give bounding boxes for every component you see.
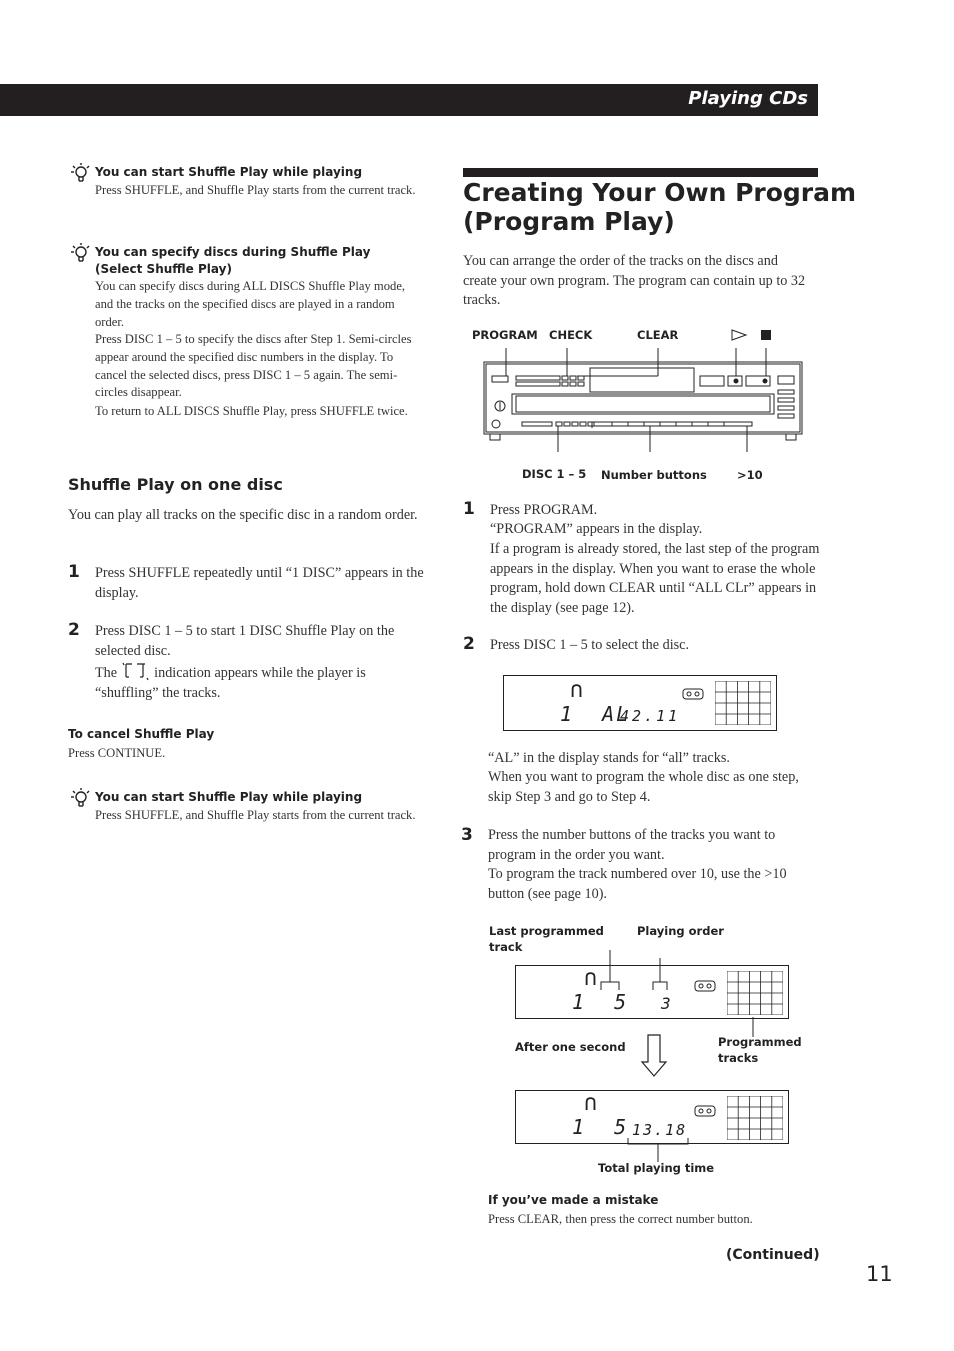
continued-note: (Continued) — [726, 1247, 820, 1263]
display-right-text: 3 — [661, 994, 671, 1013]
label-programmed: Programmed — [718, 1035, 802, 1049]
mistake-heading: If you’ve made a mistake — [488, 1193, 659, 1207]
label-total-playing-time: Total playing time — [598, 1161, 715, 1175]
label-after-one-second: After one second — [515, 1040, 626, 1054]
label-check: CHECK — [549, 328, 593, 342]
track-grid — [715, 681, 771, 725]
display-left-text: 1 AL — [560, 702, 631, 726]
cancel-heading: To cancel Shuffle Play — [68, 727, 215, 741]
step-text: Press SHUFFLE repeatedly until “1 DISC” appears in the display. — [95, 565, 424, 601]
display-panel — [503, 675, 777, 731]
label-clear: CLEAR — [637, 328, 679, 342]
leader-lines — [752, 1017, 756, 1037]
step-number: 2 — [68, 620, 80, 640]
step-number: 1 — [68, 562, 80, 582]
step-text: Press PROGRAM. — [490, 502, 598, 518]
label-track: track — [489, 940, 523, 954]
mistake-body: Press CLEAR, then press the correct number button. — [488, 1212, 753, 1226]
section-heading: Shuffle Play on one disc — [68, 475, 283, 494]
tip-bulb-icon — [69, 787, 91, 809]
display-left-text: 1 5 — [572, 990, 629, 1014]
page-title: Creating Your Own Program — [463, 178, 857, 207]
step-text-pre: The — [95, 665, 118, 681]
tip-title: You can start Shuffle Play while playing — [95, 165, 363, 179]
step-text: Press DISC 1 – 5 to select the disc. — [490, 637, 689, 653]
note-text: “AL” in the display stands for “all” tracks. — [488, 750, 730, 766]
program-icon — [694, 1105, 716, 1117]
display-panel — [515, 1090, 789, 1144]
intro-text: You can arrange the order of the tracks on the discs and create your own program. The program can contain up to 32 tracks. — [463, 253, 806, 309]
display-right-text: 13.18 — [632, 1121, 688, 1139]
shuffle-indicator-icon — [121, 661, 151, 681]
label-gt10: >10 — [737, 468, 763, 482]
step-text: To program the track numbered over 10, use the >10 button (see page 10). — [488, 866, 787, 902]
cancel-body: Press CONTINUE. — [68, 746, 166, 760]
tip-title: You can start Shuffle Play while playing — [95, 790, 363, 804]
step-text — [95, 661, 425, 703]
disc-indicator: ∩ — [584, 1091, 598, 1116]
track-grid — [727, 1096, 783, 1140]
step-number: 1 — [463, 499, 475, 519]
label-tracks: tracks — [718, 1051, 759, 1065]
label-disc: DISC 1 – 5 — [522, 467, 587, 481]
step-number: 3 — [461, 825, 473, 845]
disc-indicator: ∩ — [570, 678, 584, 703]
label-playing-order: Playing order — [637, 924, 724, 938]
tip-body: You can specify discs during ALL DISCS Shuffle Play mode, and the tracks on the specified discs are played in a random order. — [95, 279, 406, 329]
tip-bulb-icon — [69, 162, 91, 184]
program-icon — [694, 980, 716, 992]
tip-title: You can specify discs during Shuffle Play (Select Shuffle Play) — [95, 245, 371, 276]
step-text: Press the number buttons of the tracks you want to program in the order you want. — [488, 827, 776, 863]
note-text: When you want to program the whole disc as one step, skip Step 3 and go to Step 4. — [488, 769, 799, 805]
tip-bulb-icon — [69, 242, 91, 264]
section-title: Playing CDs — [688, 88, 808, 109]
tip-body: Press SHUFFLE, and Shuffle Play starts from the current track. — [95, 808, 416, 822]
down-arrow-icon — [640, 1034, 668, 1078]
play-stop-icon — [730, 328, 776, 342]
step-text: Press DISC 1 – 5 to start 1 DISC Shuffle Play on the selected disc. — [95, 623, 395, 659]
label-program: PROGRAM — [472, 328, 538, 342]
tip-body: Press SHUFFLE, and Shuffle Play starts from the current track. — [95, 183, 416, 197]
display-panel — [515, 965, 789, 1019]
tip-body: To return to ALL DISCS Shuffle Play, press SHUFFLE twice. — [95, 404, 408, 418]
display-right-text: 42.11 — [620, 707, 681, 725]
disc-indicator: ∩ — [584, 966, 598, 991]
cd-player-illustration — [482, 346, 806, 452]
step-text: “PROGRAM” appears in the display. — [490, 521, 703, 537]
step-text-post: indication appears while the player is “shuffling” the tracks. — [95, 665, 366, 701]
section-intro: You can play all tracks on the specific disc in a random order. — [68, 507, 418, 523]
label-last-programmed: Last programmed — [489, 924, 604, 938]
page-number: 11 — [866, 1262, 893, 1286]
label-number-buttons: Number buttons — [601, 468, 707, 482]
program-icon — [682, 688, 704, 700]
track-grid — [727, 971, 783, 1015]
display-left-text: 1 5 — [572, 1115, 629, 1139]
page-subtitle: (Program Play) — [463, 207, 675, 236]
title-rule — [463, 168, 818, 177]
section-header-bar — [0, 84, 818, 116]
tip-body: Press DISC 1 – 5 to specify the discs after Step 1. Semi-circles appear around the specified disc numbers in the display. To cancel the selected discs, press DISC 1 – 5 again. The semi-circles disappear. — [95, 332, 412, 400]
step-number: 2 — [463, 634, 475, 654]
step-text: If a program is already stored, the last step of the program appears in the display. When you want to erase the whole program, hold down CLEAR until “ALL CLr” appears in the display (see page 12). — [490, 541, 820, 616]
